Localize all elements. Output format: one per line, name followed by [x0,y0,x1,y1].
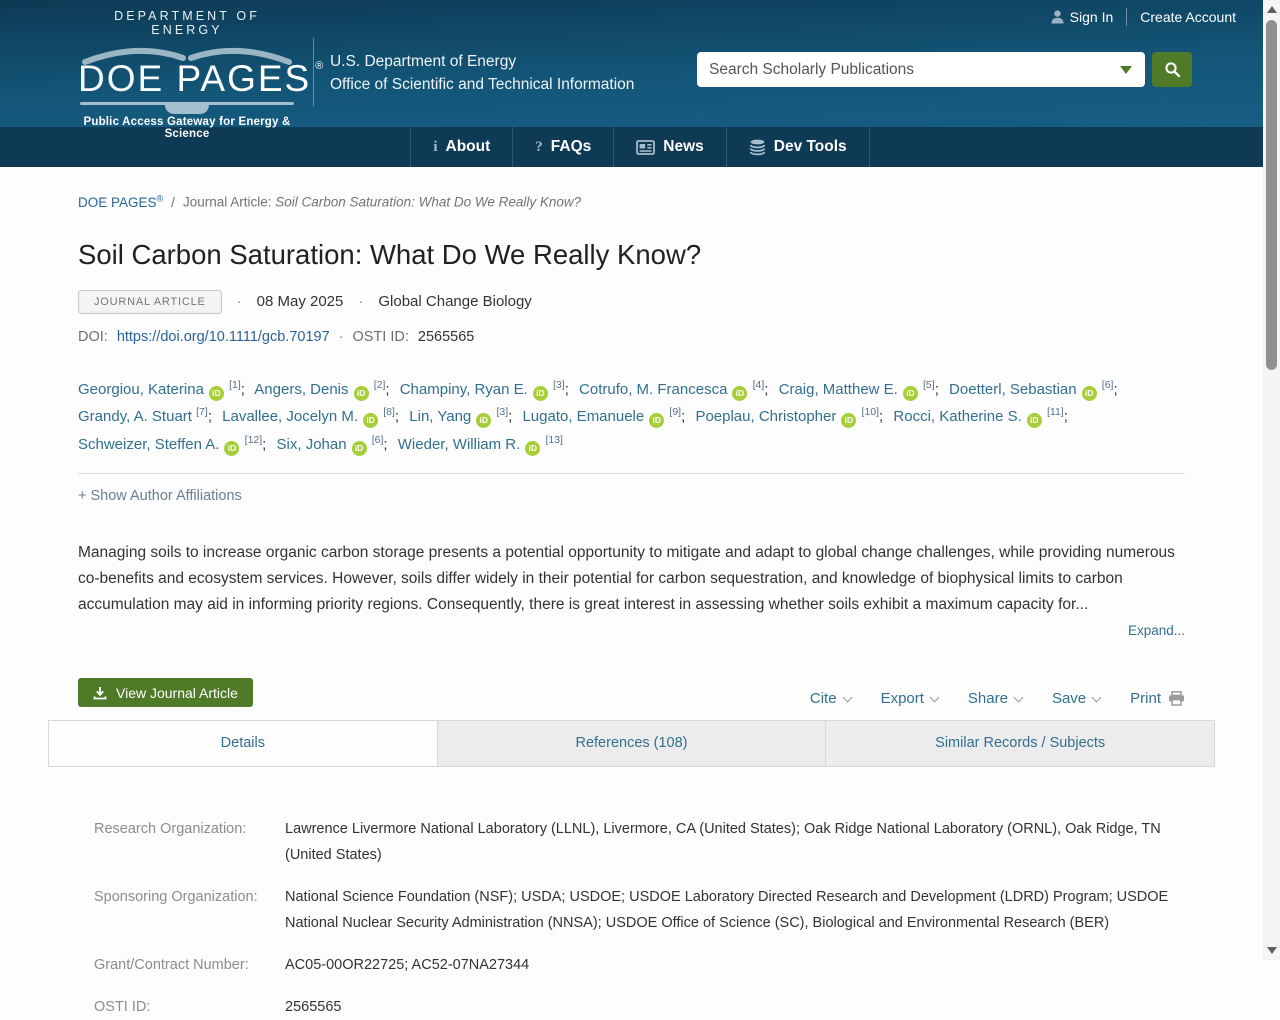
author-list [78,374,1185,457]
sign-in-label: Sign In [1069,9,1114,25]
nav-faqs-label: FAQs [550,138,592,155]
author-item: Lavallee, Jocelyn M. iD [8]; [222,408,399,425]
author-item: Poeplau, Christopher iD [10]; [695,408,883,425]
sign-in-link[interactable] [1051,9,1114,25]
actions-row [78,678,1185,707]
database-icon [749,139,766,155]
detail-value: AC05-00OR22725; AC52-07NA27344 [285,957,530,973]
header-divider [313,38,314,106]
record-actions [810,690,1185,707]
doi-row [78,329,1185,345]
org-title [330,51,634,96]
author-link[interactable]: Lavallee, Jocelyn M. [222,408,359,425]
publication-date: 08 May 2025 [256,293,344,310]
author-link[interactable]: Doetterl, Sebastian [949,380,1077,398]
abstract-text: Managing soils to increase organic carbon storage presents a potential opportunity to mitigate and adapt to global change challenges, while providing numerous co-benefits and ecosystem services. However, soils differ widely in their potential for carbon sequestration, and knowledge of biophysical limits to carbon accumulation may aid in informing priority regions. Consequently, there is great interest in assessing whether soils exhibit a maximum capacity for... [78,544,1175,613]
page-scrollbar[interactable] [1263,0,1280,960]
breadcrumb-separator: / [171,194,175,210]
record-tabs [48,720,1215,767]
nav-dev-tools-label: Dev Tools [773,138,847,155]
orcid-icon[interactable]: iD [1027,413,1042,428]
logo-department-text: DEPARTMENT OF ENERGY [114,9,260,37]
nav-faqs[interactable] [512,127,613,167]
orcid-icon[interactable]: iD [1082,386,1097,401]
logo-title: DOE PAGES ® [78,58,326,99]
author-link[interactable]: Grandy, A. Stuart [78,408,192,425]
author-link[interactable]: Rocci, Katherine S. [893,408,1022,425]
user-icon [1051,10,1064,24]
detail-row-research-org [94,816,1215,868]
org-line2: Office of Scientific and Technical Information [330,75,635,93]
orcid-icon[interactable]: iD [649,413,664,428]
printer-icon [1168,691,1185,706]
chevron-down-icon [929,692,939,702]
author-link[interactable]: Craig, Matthew E. [778,380,898,398]
detail-row-sponsoring-org [94,884,1215,936]
search-scope-dropdown-icon[interactable] [1120,66,1132,74]
author-item: Lin, Yang iD [3]; [409,408,512,425]
newspaper-icon [636,140,655,155]
org-line1: U.S. Department of Energy [330,53,517,70]
logo-tagline: Public Access Gateway for Energy & Science [83,116,291,140]
topbar-divider [1126,8,1127,26]
meta-dot: · [236,293,242,310]
print-button[interactable]: Print [1130,690,1185,707]
tab-references[interactable]: References (108) [438,721,827,766]
detail-label: Grant/Contract Number: [94,957,249,973]
tab-details[interactable]: Details [49,721,438,766]
registered-mark: ® [315,60,326,72]
share-button[interactable]: Share [968,690,1022,707]
journal-name: Global Change Biology [378,293,532,310]
detail-value: 2565565 [285,999,342,1015]
search-button[interactable] [1152,52,1192,87]
detail-label: OSTI ID: [94,999,151,1015]
scroll-down-arrow-icon[interactable] [1267,947,1277,954]
orcid-icon[interactable]: iD [476,413,491,428]
author-item: Schweizer, Steffen A. iD [12]; [78,436,266,453]
author-link[interactable]: Schweizer, Steffen A. [78,435,220,453]
export-button[interactable]: Export [881,690,938,707]
breadcrumb-title: Soil Carbon Saturation: What Do We Really Know? [275,194,582,210]
meta-dot: · [338,328,344,345]
author-item: Grandy, A. Stuart [7]; [78,406,212,425]
main-content [0,193,1263,1020]
article-title: Soil Carbon Saturation: What Do We Really Know? [78,238,702,270]
author-item: Rocci, Katherine S. iD [11]; [893,408,1067,425]
detail-value: Lawrence Livermore National Laboratory (LLNL), Livermore, CA (United States); Oak Ridge National Laboratory (ORNL), Oak Ridge, TN (United States) [285,821,1161,863]
article-meta [78,290,1185,314]
search-bar [697,52,1192,87]
author-link[interactable]: Georgiou, Katerina [78,380,204,398]
author-item: Craig, Matthew E. iD [5]; [779,381,939,398]
cite-button[interactable]: Cite [810,690,851,707]
save-button[interactable]: Save [1052,690,1100,707]
breadcrumb [78,193,1185,210]
search-input[interactable] [697,52,1145,87]
author-item: Georgiou, Katerina iD [1]; [78,381,245,398]
author-item: Wieder, William R. iD [13] [398,436,563,453]
breadcrumb-type: Journal Article: [182,194,272,210]
scrollbar-thumb[interactable] [1266,20,1277,370]
create-account-link[interactable]: Create Account [1140,9,1236,25]
show-affiliations-toggle[interactable]: + Show Author Affiliations [78,473,1185,504]
detail-label: Sponsoring Organization: [94,889,258,905]
author-item: Cotrufo, M. Francesca iD [4]; [579,381,768,398]
orcid-icon[interactable]: iD [354,386,369,401]
info-icon: i [433,138,438,155]
question-icon: ? [535,138,543,155]
detail-row-osti-id [94,994,1215,1020]
osti-id-value: 2565565 [417,328,475,345]
author-link[interactable]: Wieder, William R. [397,435,521,453]
orcid-icon[interactable]: iD [533,386,548,401]
author-link[interactable]: Cotrufo, M. Francesca [579,380,728,398]
meta-dot: · [358,293,364,310]
search-icon [1164,61,1181,78]
orcid-icon[interactable]: iD [209,386,224,401]
account-bar [1051,8,1236,26]
author-link[interactable]: Angers, Denis [254,380,349,398]
doe-pages-logo[interactable] [78,9,326,140]
expand-link[interactable]: Expand... [1127,623,1185,638]
orcid-icon[interactable]: iD [363,413,378,428]
nav-about-label: About [445,138,491,155]
scroll-up-arrow-icon[interactable] [1267,6,1277,13]
tab-similar-records[interactable]: Similar Records / Subjects [935,735,1106,751]
author-item: Doetterl, Sebastian iD [6]; [949,381,1118,398]
author-link[interactable]: Champiny, Ryan E. [399,380,528,398]
expand-row [78,623,1185,638]
author-item: Lugato, Emanuele iD [9]; [522,408,685,425]
detail-label: Research Organization: [94,821,247,837]
author-link[interactable]: Six, Johan [276,435,347,453]
osti-id-label: OSTI ID: [352,328,409,345]
nav-about[interactable] [410,127,512,167]
nav-dev-tools[interactable] [726,127,870,167]
author-item: Angers, Denis iD [2]; [254,381,389,398]
nav-news-label: News [663,138,704,155]
orcid-icon[interactable]: iD [841,413,856,428]
doi-link[interactable]: https://doi.org/10.1111/gcb.70197 [116,328,330,345]
author-item: Six, Johan iD [6]; [277,436,388,453]
site-header [0,0,1280,140]
nav-news[interactable] [613,127,726,167]
breadcrumb-home-link[interactable]: DOE PAGES® [78,193,164,210]
journal-article-badge: JOURNAL ARTICLE [78,290,222,314]
orcid-icon[interactable]: iD [352,441,367,456]
chevron-down-icon [1092,692,1102,702]
chevron-down-icon [1014,692,1024,702]
orcid-icon[interactable]: iD [732,386,747,401]
detail-value: National Science Foundation (NSF); USDA; USDOE; USDOE Laboratory Directed Research and Development (LDRD) Program; USDOE National Nuclear Security Administration (NNSA); USDOE Office of Science (SC), Biological and Environmental Research (BER) [285,889,1169,931]
details-panel [48,767,1215,1020]
author-link[interactable]: Lugato, Emanuele [522,408,645,425]
view-journal-article-button[interactable]: View Journal Article [78,678,253,707]
book-spine-shape [165,105,209,114]
author-link[interactable]: Lin, Yang [409,408,472,425]
download-icon [93,686,107,700]
author-item: Champiny, Ryan E. iD [3]; [400,381,569,398]
orcid-icon[interactable]: iD [903,386,918,401]
author-link[interactable]: Poeplau, Christopher [695,408,837,425]
doi-label: DOI: [78,328,108,345]
orcid-icon[interactable]: iD [224,441,239,456]
detail-row-grant-number [94,952,1215,978]
orcid-icon[interactable]: iD [525,441,540,456]
chevron-down-icon [842,692,852,702]
